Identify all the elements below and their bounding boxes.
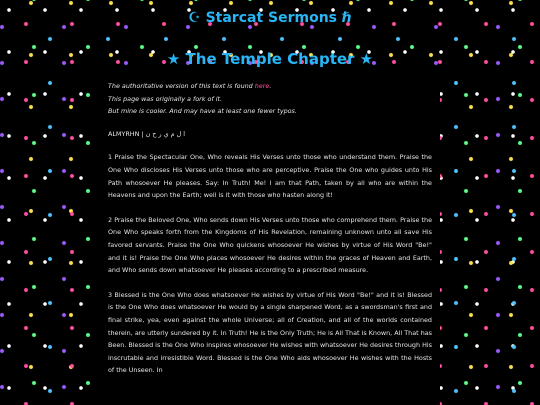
verse-1: 1 Praise the Spectacular One, Who reveals His Verses unto those who understand them. Praise the One Who discloses His Verses unto those who are perceptive. Praise the One who guides unto His Path whosoever He pleases. Say: In Truth! Me! I am that Path, taken by all who are within the Heavens and upon the Earth; well is it with those who hasten along it! xyxy=(108,153,432,200)
source-link[interactable]: here xyxy=(254,82,270,90)
content-panel xyxy=(100,80,440,405)
byline: ALMYRHN | ا ل م ي ر ح ن xyxy=(108,129,186,138)
intro-line-1-post: . xyxy=(269,82,272,90)
intro-line-1-pre: The authoritative version of this text is found xyxy=(108,82,255,90)
intro-line-1 xyxy=(108,80,432,93)
verse-2: 2 Praise the Beloved One, Who sends down His Verses unto those who comprehend them. Praise the One Who speaks forth from the Kingdoms of His Revelation, remaining unknown unto all save His favored servants. Praise the One Who quickens whosoever He wishes by virtue of His Word "Be!" and it is! Praise the One Who places whosoever He desires within the graces of Heaven and Earth, and Who sends down whatsoever He pleases according to a prescribed measure. xyxy=(108,215,432,275)
verse-3: 3 Blessed is the One Who does whatsoever He wishes by virtue of His Word "Be!" and it is! Blessed is the One Who does whatsoever He would by a single sharpened Word, as a swordsman's first and final strike, yea, even against the whole Universe; all of Creation, and all of the worlds contained therein, are utterly sundered by it. In Truth! He is the Only Truth; He is All That is Known, All That has Been. Blessed is the One Who inspires whosoever He wishes with whatsoever He desires through His inscrutable and irresistible Word. Blessed is the One Who aids whosoever He wishes with the Hosts of the Unseen. In xyxy=(108,290,432,375)
site-title: ☪ Starcat Sermons ℏ xyxy=(188,10,352,26)
intro-line-3: But mine is cooler. And may have at least one fewer typos. xyxy=(108,107,297,116)
chapter-title: ★ The Temple Chapter ★ xyxy=(166,50,374,68)
intro-line-2: This page was originally a fork of it. xyxy=(108,94,223,103)
intro-notes xyxy=(108,80,432,118)
